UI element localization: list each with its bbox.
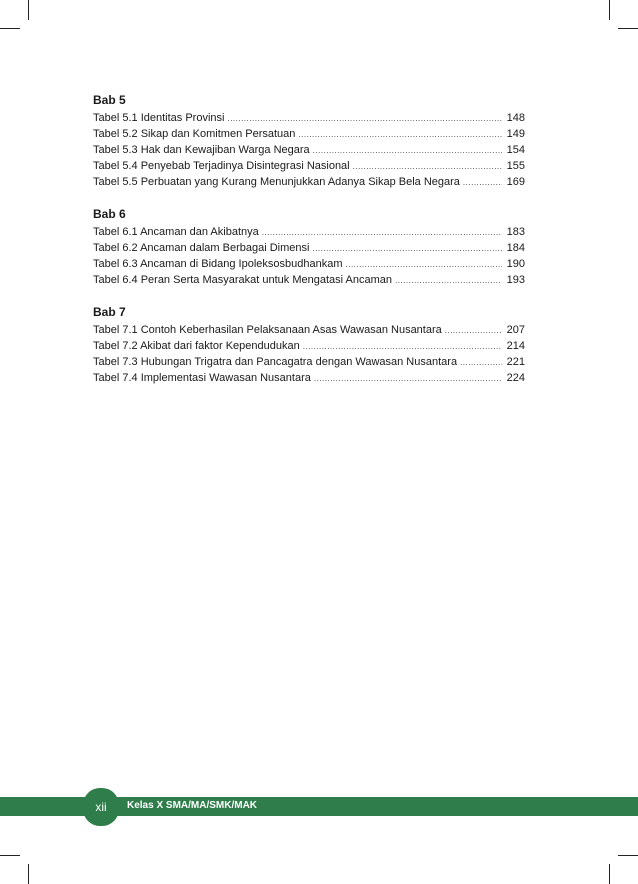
toc-entry[interactable] (93, 354, 525, 370)
entry-page-number: 169 (506, 176, 525, 188)
book-title: Kelas X SMA/MA/SMK/MAK (127, 800, 258, 811)
entry-page-number: 184 (506, 242, 525, 254)
toc-section (93, 92, 525, 190)
toc-entry[interactable] (93, 338, 525, 354)
toc-entry[interactable] (93, 142, 525, 158)
entry-label: Tabel 7.2 Akibat dari faktor Kependudukan (93, 340, 300, 352)
entry-page-number: 193 (506, 274, 525, 286)
entry-label: Tabel 5.1 Identitas Provinsi (93, 112, 225, 124)
section-title: Bab 6 (93, 207, 126, 221)
toc-entry[interactable] (93, 240, 525, 256)
dot-leader (298, 127, 502, 143)
dot-leader (312, 241, 502, 257)
toc-section (93, 304, 525, 386)
entry-label: Tabel 7.1 Contoh Keberhasilan Pelaksanaan Asas Wawasan Nusantara (93, 324, 442, 336)
entry-label: Tabel 6.3 Ancaman di Bidang Ipoleksosbudhankam (93, 258, 343, 270)
entry-label: Tabel 5.2 Sikap dan Komitmen Persatuan (93, 128, 296, 140)
entry-page-number: 154 (506, 144, 525, 156)
toc-entry[interactable] (93, 370, 525, 386)
crop-mark-bottom-right-v (609, 864, 610, 884)
dot-leader (445, 323, 502, 339)
entry-page-number: 190 (506, 258, 525, 270)
crop-mark-top-right-h (618, 28, 638, 29)
crop-mark-bottom-left-h (0, 855, 20, 856)
entry-page-number: 155 (506, 160, 525, 172)
dot-leader (463, 175, 502, 191)
entry-label: Tabel 6.4 Peran Serta Masyarakat untuk Mengatasi Ancaman (93, 274, 393, 286)
entry-page-number: 149 (506, 128, 525, 140)
entry-label: Tabel 6.1 Ancaman dan Akibatnya (93, 226, 259, 238)
section-title: Bab 5 (93, 93, 126, 107)
toc-entry[interactable] (93, 158, 525, 174)
page-number-badge (83, 788, 119, 826)
toc-entry[interactable] (93, 224, 525, 240)
entry-page-number: 224 (506, 372, 525, 384)
toc-section (93, 206, 525, 288)
dot-leader (313, 143, 502, 159)
crop-mark-top-right-v (609, 0, 610, 20)
dot-leader (460, 355, 502, 371)
page-number: xii (95, 800, 107, 814)
dot-leader (303, 339, 502, 355)
entry-page-number: 214 (506, 340, 525, 352)
entry-label: Tabel 5.4 Penyebab Terjadinya Disintegrasi Nasional (93, 160, 350, 172)
entry-label: Tabel 6.2 Ancaman dalam Berbagai Dimensi (93, 242, 310, 254)
table-of-tables (93, 92, 525, 402)
entry-page-number: 207 (506, 324, 525, 336)
entry-page-number: 148 (506, 112, 525, 124)
entry-label: Tabel 7.3 Hubungan Trigatra dan Pancagatra dengan Wawasan Nusantara (93, 356, 458, 368)
toc-entry[interactable] (93, 272, 525, 288)
dot-leader (227, 111, 502, 127)
crop-mark-top-left-h (0, 28, 20, 29)
dot-leader (353, 159, 502, 175)
toc-entry[interactable] (93, 322, 525, 338)
entry-page-number: 221 (506, 356, 525, 368)
entry-label: Tabel 5.3 Hak dan Kewajiban Warga Negara (93, 144, 310, 156)
dot-leader (395, 273, 502, 289)
toc-entry[interactable] (93, 256, 525, 272)
crop-mark-bottom-left-v (28, 864, 29, 884)
entry-page-number: 183 (506, 226, 525, 238)
crop-mark-top-left-v (28, 0, 29, 20)
toc-entry[interactable] (93, 174, 525, 190)
entry-label: Tabel 7.4 Implementasi Wawasan Nusantara (93, 372, 311, 384)
dot-leader (314, 371, 502, 387)
toc-entry[interactable] (93, 126, 525, 142)
dot-leader (346, 257, 502, 273)
crop-mark-bottom-right-h (618, 855, 638, 856)
entry-label: Tabel 5.5 Perbuatan yang Kurang Menunjukkan Adanya Sikap Bela Negara (93, 176, 460, 188)
dot-leader (262, 225, 502, 241)
toc-entry[interactable] (93, 110, 525, 126)
section-title: Bab 7 (93, 305, 126, 319)
